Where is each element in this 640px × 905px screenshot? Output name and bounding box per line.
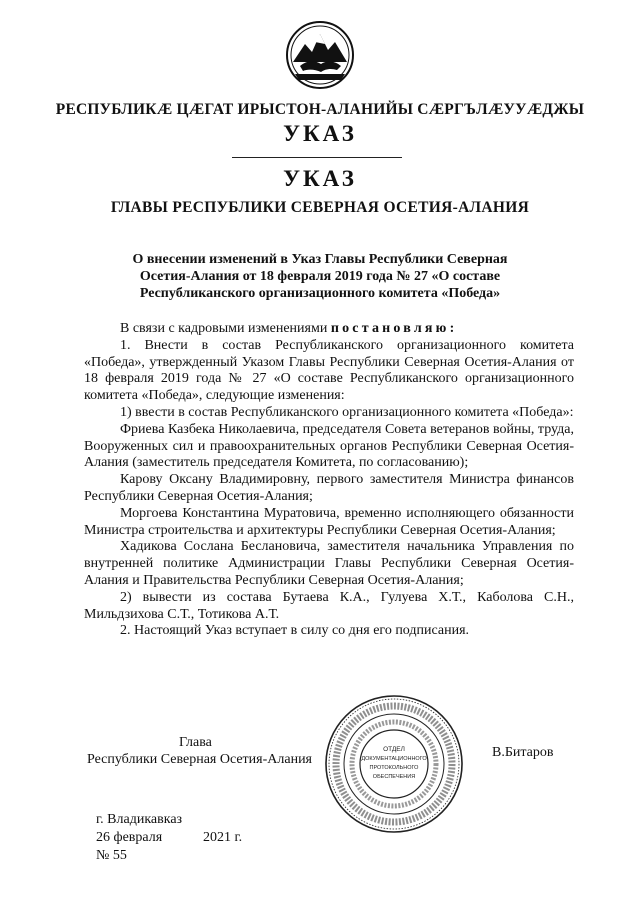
decree-number: № 55 [96,848,127,863]
seal-center-text: ОТДЕЛ [383,746,405,753]
seal-center-text: ПРОТОКОЛЬНОГО [369,765,419,771]
member-karova: Карову Оксану Владимировну, первого заместителя Министра финансов Республики Северная Осетия-Алания; [84,472,574,504]
postanovlyayu-word: постановляю: [330,321,458,336]
signing-date: 26 февраля [96,830,163,845]
seal-center-text: ДОКУМЕНТАЦИОННОГО [361,756,427,762]
signatory-name: В.Битаров [492,745,554,760]
official-seal [323,693,465,835]
ukaz-heading-ossetian: УКАЗ [283,121,357,146]
paragraph-1-2: 2) вывести из состава Бутаева К.А., Гулуева Х.Т., Каболова С.Н., Мильдзихова С.Т., Тотикова А.Т. [84,589,574,622]
decree-body [84,321,574,640]
intro-paragraph [84,321,574,338]
intro-text: В связи с кадровыми изменениями [120,321,331,336]
ukaz-heading: УКАЗ [283,166,357,191]
member-khadikov: Хадикова Сослана Беслановича, заместителя начальника Управления по внутренней политике Администрации Главы Республики Северная Осетия-Алания и Правительства Республики Северная Осетия-Алания; [84,539,574,588]
paragraph-1-1: 1) ввести в состав Республиканского организационного комитета «Победа»: [120,404,574,420]
member-morgoev: Моргоева Константина Муратовича, временно исполняющего обязанности Министра строительства и архитектуры Республики Северная Осетия-Алания; [84,505,574,538]
decree-title-line: Республиканского организационного комитета «Победа» [139,286,501,301]
signatory-title-2: Республики Северная Осетия-Алания [87,752,312,767]
signatory-title-1: Глава [179,735,212,750]
republic-head-header: ГЛАВЫ РЕСПУБЛИКИ СЕВЕРНАЯ ОСЕТИЯ-АЛАНИЯ [110,199,530,216]
seal-center-text: ОБЕСПЕЧЕНИЯ [372,774,416,780]
paragraph-2: 2. Настоящий Указ вступает в силу со дня его подписания. [120,623,470,639]
republic-header-ossetian: РЕСПУБЛИКÆ ЦÆГАТ ИРЫСТОН-АЛАНИЙЫ СÆРГЪЛÆУУÆДЖЫ [55,101,585,118]
header-divider [232,157,402,158]
place-of-signing: г. Владикавказ [96,812,183,827]
decree-title-line: Осетия-Алания от 18 февраля 2019 года № 27 «О составе [139,269,501,284]
decree-title-line: О внесении изменений в Указ Главы Республики Северная [132,252,508,267]
paragraph-1: 1. Внести в состав Республиканского организационного комитета «Победа», утвержденный Указом Главы Республики Северная Осетия-Алания от 18 февраля 2019 года № 27 «О составе Республиканского организационного комитета «Победа», следующие изменения: [84,337,574,404]
member-friev: Фриева Казбека Николаевича, председателя Совета ветеранов войны, труда, Вооруженных сил и правоохранительных органов Республики Северная Осетия-Алания (заместитель председателя Комитета, по согласованию); [84,421,574,471]
coat-of-arms-emblem [285,20,355,90]
decree-title [110,251,530,302]
signing-year: 2021 г. [203,830,243,845]
